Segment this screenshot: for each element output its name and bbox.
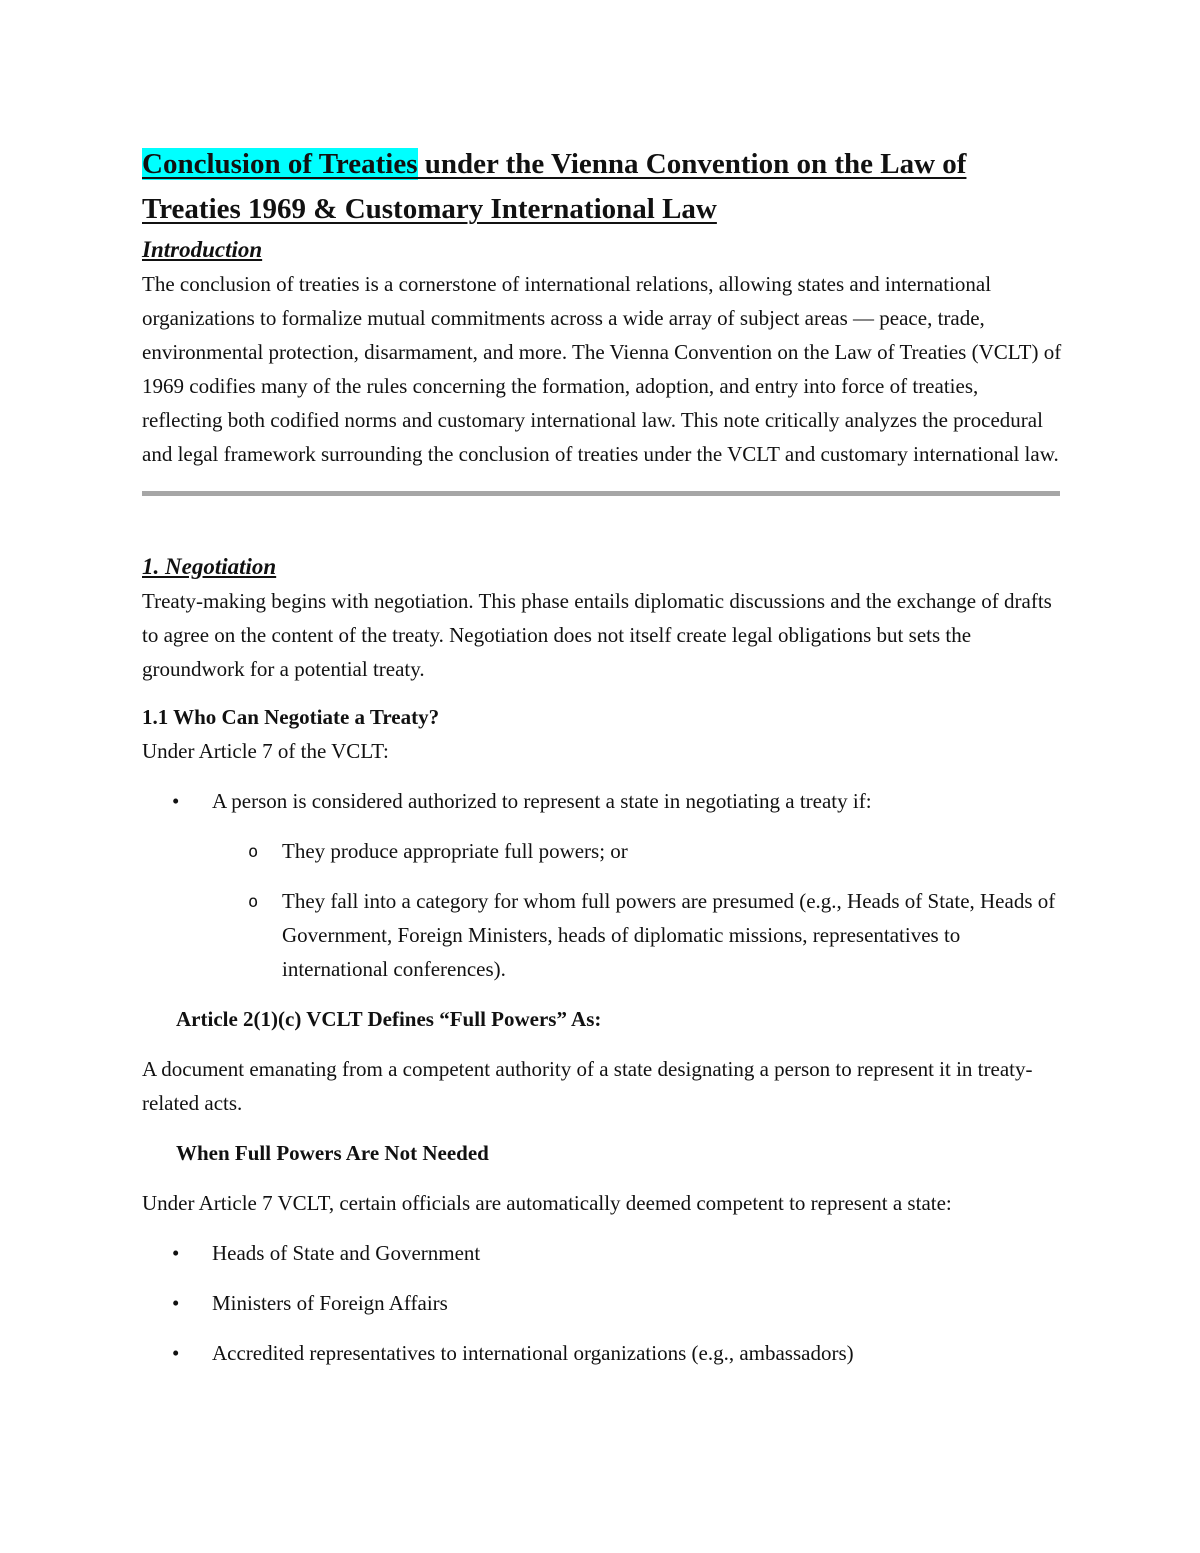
list-item xyxy=(142,1286,1062,1320)
list-item-text: Ministers of Foreign Affairs xyxy=(212,1291,448,1315)
who-can-negotiate-heading: 1.1 Who Can Negotiate a Treaty? xyxy=(142,705,440,729)
article-7-intro: Under Article 7 of the VCLT: xyxy=(142,739,389,763)
title-highlighted-text: Conclusion of Treaties xyxy=(142,148,418,180)
list-item-text: Accredited representatives to international organizations (e.g., ambassadors) xyxy=(212,1341,854,1365)
sub-bullet-icon: o xyxy=(248,842,259,862)
document-title xyxy=(142,142,1062,232)
not-needed-intro: Under Article 7 VCLT, certain officials are automatically deemed competent to represent a state: xyxy=(142,1191,952,1215)
list-item xyxy=(142,834,1062,868)
sub-bullet-icon: o xyxy=(248,892,259,912)
introduction-heading: Introduction xyxy=(142,237,263,262)
document-page xyxy=(142,142,1062,1370)
list-item xyxy=(142,784,1062,818)
list-item-text: They fall into a category for whom full powers are presumed (e.g., Heads of State, Heads of Government, Foreign Ministers, heads of diplomatic missions, representatives to international conferences). xyxy=(282,889,1056,981)
list-item-text: Heads of State and Government xyxy=(212,1241,481,1265)
introduction-paragraph: The conclusion of treaties is a cornerstone of international relations, allowing states and international organizations to formalize mutual commitments across a wide array of subject areas — peace, trade, environmental protection, disarmament, and more. The Vienna Convention on the Law of Treaties (VCLT) of 1969 codifies many of the rules concerning the formation, adoption, and entry into force of treaties, reflecting both codified norms and customary international law. This note critically analyzes the procedural and legal framework surrounding the conclusion of treaties under the VCLT and customary international law. xyxy=(142,272,1062,466)
list-item xyxy=(142,1236,1062,1270)
list-item-text: They produce appropriate full powers; or xyxy=(282,839,628,863)
list-item xyxy=(142,884,1062,986)
authorization-list xyxy=(142,784,1062,986)
bullet-icon: • xyxy=(172,1341,180,1365)
full-powers-not-needed-heading: When Full Powers Are Not Needed xyxy=(176,1141,489,1165)
negotiation-paragraph: Treaty-making begins with negotiation. This phase entails diplomatic discussions and the exchange of drafts to agree on the content of the treaty. Negotiation does not itself create legal obligations but sets the groundwork for a potential treaty. xyxy=(142,589,1052,681)
officials-list xyxy=(142,1236,1062,1370)
bullet-icon: • xyxy=(172,1291,180,1315)
bullet-icon: • xyxy=(172,1241,180,1265)
bullet-icon: • xyxy=(172,789,180,813)
negotiation-heading: 1. Negotiation xyxy=(142,554,277,579)
full-powers-heading: Article 2(1)(c) VCLT Defines “Full Powers” As: xyxy=(176,1007,602,1031)
title-rest-text: under the Vienna Convention on the Law of Treaties 1969 & Customary International Law xyxy=(142,148,967,225)
list-item-text: A person is considered authorized to represent a state in negotiating a treaty if: xyxy=(212,789,872,813)
horizontal-divider xyxy=(142,491,1060,496)
full-powers-definition: A document emanating from a competent authority of a state designating a person to represent it in treaty-related acts. xyxy=(142,1057,1033,1115)
list-item xyxy=(142,1336,1062,1370)
